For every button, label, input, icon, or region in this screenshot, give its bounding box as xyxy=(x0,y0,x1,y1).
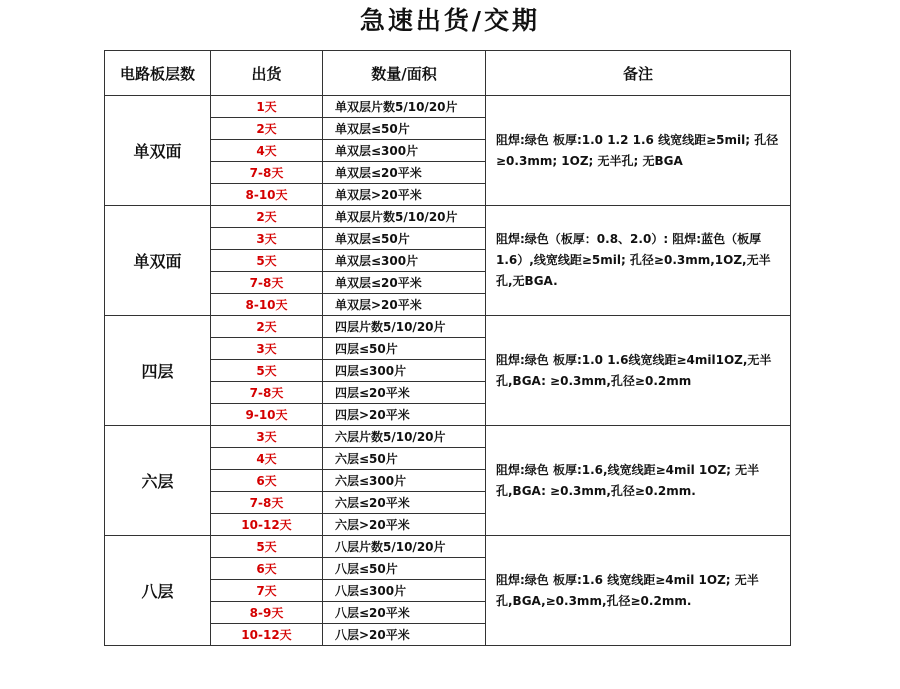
group-note: 阻焊:绿色 板厚:1.0 1.6线宽线距≥4mil1OZ,无半孔,BGA: ≥0.3mm,孔径≥0.2mm xyxy=(486,316,791,426)
table-header-row xyxy=(105,51,791,96)
quantity-area: 单双层≤50片 xyxy=(323,118,486,140)
delivery-days: 1天 xyxy=(211,96,323,118)
group-note: 阻焊:绿色（板厚：0.8、2.0）: 阻焊:蓝色（板厚1.6）,线宽线距≥5mil; 孔径≥0.3mm,1OZ,无半孔,无BGA. xyxy=(486,206,791,316)
page-title: 急速出货/交期 xyxy=(359,6,541,35)
delivery-days: 10-12天 xyxy=(211,624,323,646)
quantity-area: 八层>20平米 xyxy=(323,624,486,646)
quantity-area: 四层>20平米 xyxy=(323,404,486,426)
group-note: 阻焊:绿色 板厚:1.6 线宽线距≥4mil 1OZ; 无半孔,BGA,≥0.3mm,孔径≥0.2mm. xyxy=(486,536,791,646)
delivery-days: 5天 xyxy=(211,536,323,558)
table-row xyxy=(105,96,791,118)
header-quantity: 数量/面积 xyxy=(323,51,486,96)
quantity-area: 单双层≤300片 xyxy=(323,140,486,162)
quantity-area: 单双层≤50片 xyxy=(323,228,486,250)
delivery-days: 6天 xyxy=(211,558,323,580)
delivery-days: 10-12天 xyxy=(211,514,323,536)
header-shipping: 出货 xyxy=(211,51,323,96)
delivery-days: 8-9天 xyxy=(211,602,323,624)
quantity-area: 六层>20平米 xyxy=(323,514,486,536)
delivery-days: 3天 xyxy=(211,426,323,448)
header-notes: 备注 xyxy=(486,51,791,96)
delivery-days: 2天 xyxy=(211,118,323,140)
quantity-area: 单双层≤20平米 xyxy=(323,162,486,184)
delivery-days: 8-10天 xyxy=(211,184,323,206)
quantity-area: 单双层≤300片 xyxy=(323,250,486,272)
group-layer-label: 四层 xyxy=(105,316,211,426)
quantity-area: 六层≤300片 xyxy=(323,470,486,492)
header-layers: 电路板层数 xyxy=(105,51,211,96)
quantity-area: 四层片数5/10/20片 xyxy=(323,316,486,338)
quantity-area: 单双层片数5/10/20片 xyxy=(323,206,486,228)
quantity-area: 六层片数5/10/20片 xyxy=(323,426,486,448)
table-row xyxy=(105,206,791,228)
group-layer-label: 八层 xyxy=(105,536,211,646)
table-row xyxy=(105,536,791,558)
quantity-area: 八层≤300片 xyxy=(323,580,486,602)
delivery-days: 2天 xyxy=(211,206,323,228)
quantity-area: 六层≤50片 xyxy=(323,448,486,470)
delivery-days: 4天 xyxy=(211,140,323,162)
delivery-days: 2天 xyxy=(211,316,323,338)
delivery-table xyxy=(104,50,791,646)
delivery-days: 9-10天 xyxy=(211,404,323,426)
quantity-area: 单双层>20平米 xyxy=(323,184,486,206)
delivery-days: 4天 xyxy=(211,448,323,470)
group-layer-label: 单双面 xyxy=(105,96,211,206)
table-body xyxy=(105,96,791,646)
quantity-area: 四层≤300片 xyxy=(323,360,486,382)
quantity-area: 单双层片数5/10/20片 xyxy=(323,96,486,118)
delivery-days: 3天 xyxy=(211,338,323,360)
delivery-days: 7-8天 xyxy=(211,492,323,514)
delivery-days: 5天 xyxy=(211,360,323,382)
quantity-area: 单双层≤20平米 xyxy=(323,272,486,294)
group-note: 阻焊:绿色 板厚:1.0 1.2 1.6 线宽线距≥5mil; 孔径≥0.3mm; 1OZ; 无半孔; 无BGA xyxy=(486,96,791,206)
quantity-area: 六层≤20平米 xyxy=(323,492,486,514)
quantity-area: 八层≤50片 xyxy=(323,558,486,580)
delivery-days: 8-10天 xyxy=(211,294,323,316)
group-layer-label: 单双面 xyxy=(105,206,211,316)
quantity-area: 四层≤20平米 xyxy=(323,382,486,404)
quantity-area: 四层≤50片 xyxy=(323,338,486,360)
table-row xyxy=(105,316,791,338)
delivery-days: 5天 xyxy=(211,250,323,272)
delivery-days: 7-8天 xyxy=(211,162,323,184)
delivery-days: 7天 xyxy=(211,580,323,602)
group-note: 阻焊:绿色 板厚:1.6,线宽线距≥4mil 1OZ; 无半孔,BGA: ≥0.3mm,孔径≥0.2mm. xyxy=(486,426,791,536)
delivery-days: 7-8天 xyxy=(211,272,323,294)
quantity-area: 八层片数5/10/20片 xyxy=(323,536,486,558)
table-row xyxy=(105,426,791,448)
delivery-days: 3天 xyxy=(211,228,323,250)
delivery-days: 6天 xyxy=(211,470,323,492)
quantity-area: 单双层>20平米 xyxy=(323,294,486,316)
delivery-days: 7-8天 xyxy=(211,382,323,404)
group-layer-label: 六层 xyxy=(105,426,211,536)
quantity-area: 八层≤20平米 xyxy=(323,602,486,624)
